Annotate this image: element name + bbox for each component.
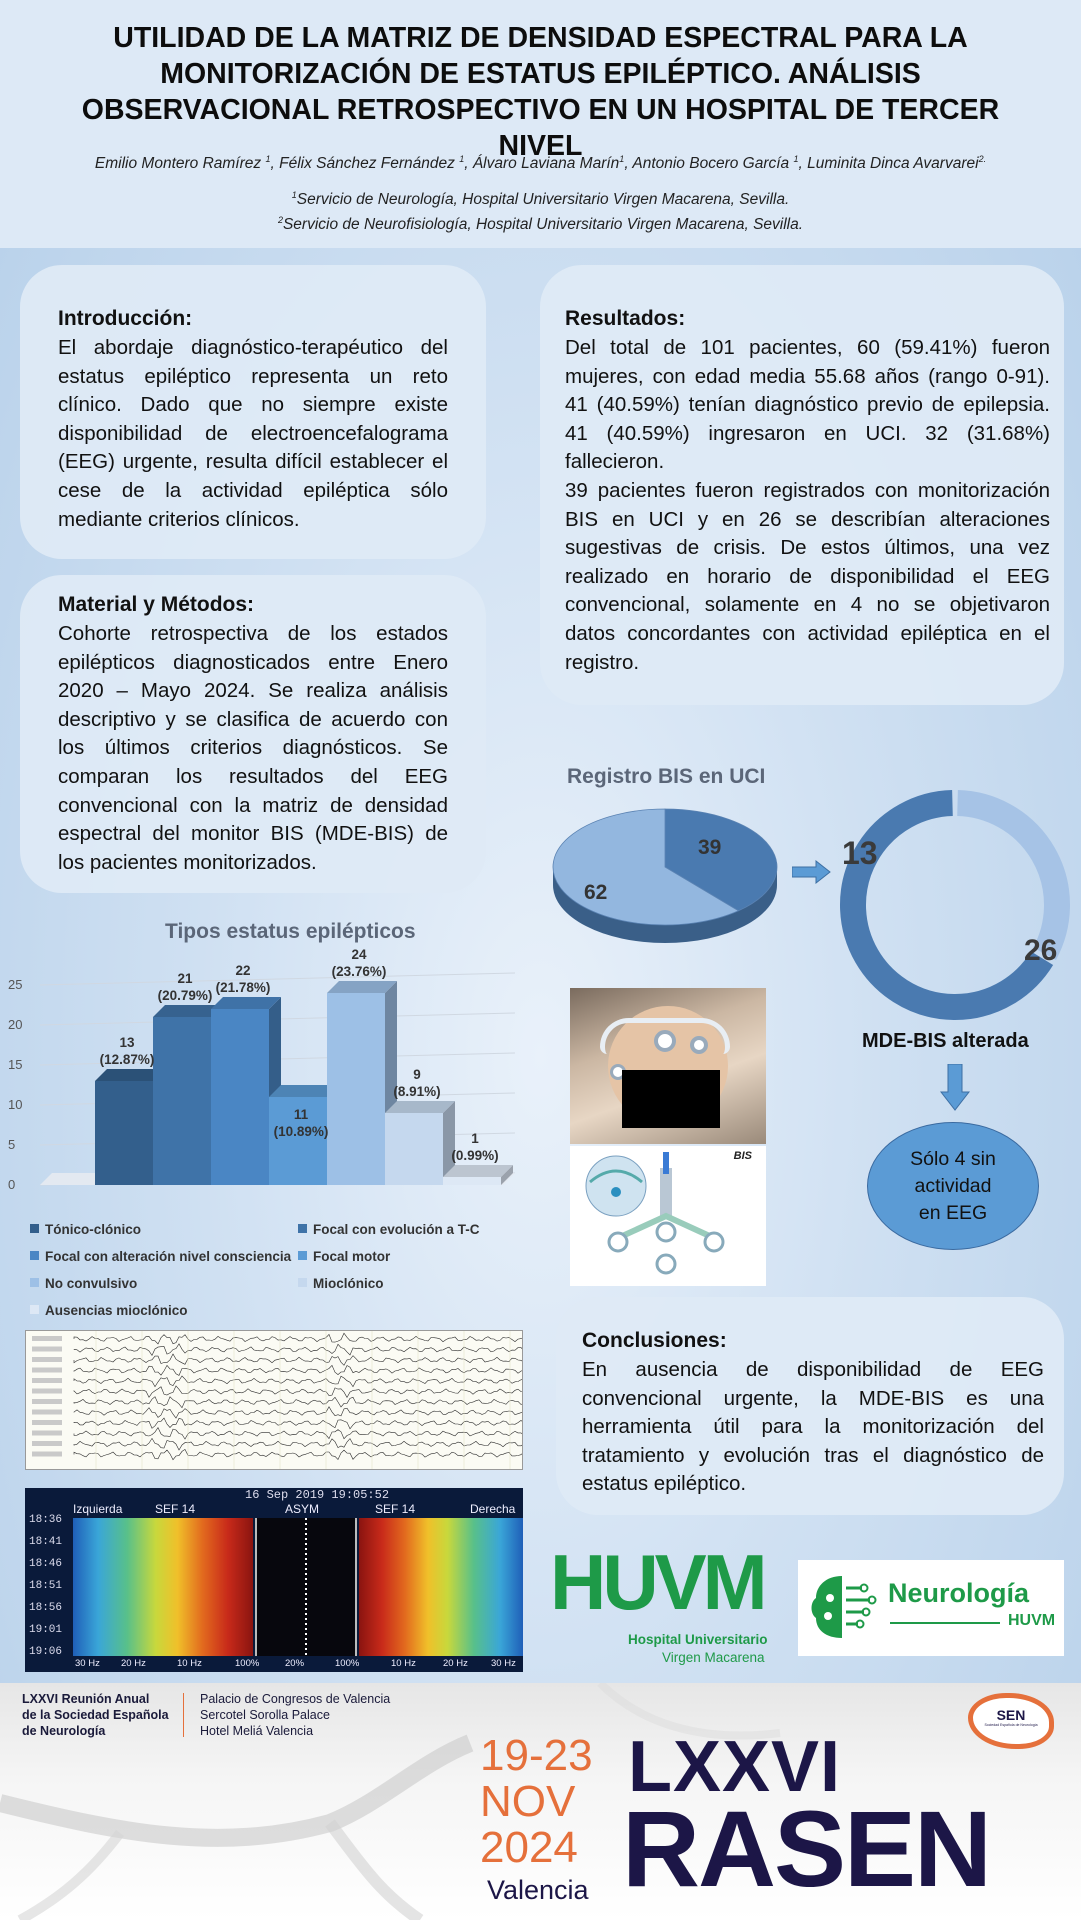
congress-city: Valencia (487, 1875, 589, 1905)
author: Álvaro Laviana Marín$^1$, (472, 154, 633, 173)
results-heading: Resultados: (565, 307, 686, 330)
dsa-asym: ASYM (285, 1502, 320, 1516)
author-list (10, 154, 1071, 173)
huvm-logo-line2: Virgen Macarena (662, 1650, 765, 1665)
eeg-channel-label (32, 1336, 62, 1341)
affiliation: $^2$Servicio de Neurofisiología, Hospital Universitario Virgen Macarena, Sevilla. (277, 215, 804, 234)
eeg-channel (74, 1407, 523, 1418)
donut-label-13: 13 (842, 835, 878, 871)
neurologia-logo-sub: HUVM (1008, 1612, 1056, 1629)
eeg-channel (74, 1449, 523, 1459)
eeg-channel (74, 1354, 523, 1365)
status-types-bar-chart (0, 940, 540, 1200)
bar-value-label: 11 (293, 1107, 309, 1122)
dsa-axis-tick: 20 Hz (121, 1658, 146, 1669)
venue-line: Palacio de Congresos de Valencia (200, 1692, 391, 1706)
neurologia-logo-rule (890, 1622, 1000, 1624)
brain-circuit-icon (804, 1568, 884, 1648)
venue-line: Sercotel Sorolla Palace (200, 1708, 330, 1722)
bis-diagram-drawing (570, 1146, 766, 1286)
title-line: UTILIDAD DE LA MATRIZ DE DENSIDAD ESPECTRAL PARA LA (113, 22, 968, 54)
y-tick-label: 10 (8, 1097, 23, 1112)
legend-item: Focal con alteración nivel consciencia (30, 1249, 291, 1264)
results-text-1: Del total de 101 pacientes, 60 (59.41%) fueron mujeres, con edad media 55.68 años (rango 0-91). 41 (40.59%) tenían diagnóstico previo de epilepsia. 41 (40.59%) ingresaron en UCI. 32 (31.68%) fallecieron. (565, 336, 1050, 474)
methods-heading: Material y Métodos: (58, 593, 255, 616)
sen-logo-text: SEN (996, 1707, 1026, 1723)
bar (211, 1009, 269, 1185)
dsa-axis-tick: 20% (285, 1658, 305, 1669)
dsa-axis-tick: 10 Hz (391, 1658, 416, 1669)
intro-heading: Introducción: (58, 307, 193, 330)
date-line: NOV (480, 1777, 576, 1826)
venue-list (200, 1691, 390, 1739)
methods-text: Cohorte retrospectiva de los estados epilépticos diagnosticados entre Enero 2020 – Mayo 2024. Se realiza análisis descriptivo y se clasifica de acuerdo con los últimos criterios diagnósticos. Se comparan los resultados del EEG convencional con la matriz de densidad espectral del monitor BIS (MDE-BIS) de los pacientes monitorizados. (58, 622, 448, 874)
neurologia-logo-text: Neurología (888, 1578, 1030, 1608)
meeting-line: de Neurología (22, 1724, 106, 1738)
legend-item: Focal motor (298, 1249, 390, 1264)
anonymization-box (622, 1070, 720, 1128)
bar (443, 1177, 501, 1185)
sensor-node (654, 1030, 676, 1052)
bar-value-label: 21 (177, 971, 193, 986)
eeg-channel-label (32, 1389, 62, 1394)
bar-value-label: 1 (471, 1131, 479, 1146)
dsa-time-tick: 19:06 (29, 1646, 63, 1658)
eeg-channel-label (32, 1431, 62, 1436)
legend-item: Ausencias mioclónico (30, 1303, 188, 1318)
dsa-axis-tick: 30 Hz (491, 1658, 516, 1669)
eeg-channel-label (32, 1441, 62, 1446)
venue-line: Hotel Meliá Valencia (200, 1724, 314, 1738)
legend-item: Tónico-clónico (30, 1222, 141, 1237)
asym-center-line (305, 1518, 307, 1656)
results-text-2: 39 pacientes fueron registrados con monitorización BIS en UCI y en 26 se describían alteraciones sugestivas de crisis. De estos últimos, una vez realizado en horario de disponibilidad el EEG convencional, solamente en 4 no se objetivaron datos concordantes con actividad epiléptica en el registro. (565, 478, 1050, 674)
huvm-logo-mark: HUVM (550, 1538, 764, 1626)
eeg-channel-label (32, 1452, 62, 1457)
dsa-right-spectrogram (359, 1518, 523, 1656)
eeg-channel (74, 1438, 523, 1450)
footer-divider (183, 1693, 184, 1737)
y-tick-label: 15 (8, 1057, 23, 1072)
y-tick-label: 25 (8, 977, 23, 992)
dsa-time-tick: 18:41 (29, 1536, 63, 1548)
dsa-sef-left: SEF 14 (155, 1502, 196, 1516)
eeg-channel-label (32, 1347, 62, 1352)
arrow-right-icon (792, 860, 832, 884)
dsa-sef-right: SEF 14 (375, 1502, 416, 1516)
pie-label-62: 62 (584, 881, 608, 904)
congress-big-numeral: LXXVI (628, 1727, 842, 1807)
bar-percent-label: (10.89%) (273, 1124, 329, 1139)
oval-line: Sólo 4 sin (910, 1148, 996, 1170)
y-tick-label: 20 (8, 1017, 23, 1032)
eeg-channel-label (32, 1410, 62, 1415)
bar-chart-legend (30, 1222, 520, 1332)
legend-item: Focal con evolución a T-C (298, 1222, 480, 1237)
bis-pie-chart (550, 805, 790, 955)
huvm-logo (550, 1538, 780, 1672)
y-tick-label: 0 (8, 1177, 16, 1192)
mde-bis-donut-chart (830, 780, 1080, 1030)
eeg-channel-label (32, 1368, 62, 1373)
eeg-channel (74, 1428, 523, 1440)
bar-top (211, 997, 281, 1009)
eeg-channel (74, 1376, 523, 1387)
meeting-name (22, 1691, 169, 1739)
sen-logo-sub: Sociedad Española de Neurología (984, 1723, 1038, 1727)
bar-value-label: 9 (413, 1067, 421, 1082)
congress-big-name: RASEN (622, 1788, 991, 1909)
pie-label-39: 39 (698, 836, 722, 859)
bis-sensor-diagram (570, 1146, 766, 1286)
dsa-axis-tick: 20 Hz (443, 1658, 468, 1669)
affiliation: $^1$Servicio de Neurología, Hospital Universitario Virgen Macarena, Sevilla. (291, 190, 790, 209)
eeg-waveforms (26, 1331, 523, 1470)
intro-text: El abordaje diagnóstico-terapéutico del estatus epiléptico representa un reto clínico. Dado que no siempre existe disponibilidad de electroencefalograma (EEG) urgente, resulta difícil establecer el cese de la actividad epiléptica sólo mediante criterios clínicos. (58, 336, 448, 531)
author: Emilio Montero Ramírez $^1$, (94, 154, 280, 173)
title-line: OBSERVACIONAL RETROSPECTIVO EN UN HOSPITAL DE TERCER NIVEL (81, 94, 1000, 162)
methods-card (20, 575, 486, 893)
eeg-trace (25, 1330, 523, 1470)
dsa-header-left: Izquierda (73, 1502, 123, 1516)
dsa-timestamp: 16 Sep 2019 19:05:52 (245, 1488, 390, 1502)
bar-top (327, 981, 397, 993)
eeg-channel-label (32, 1357, 62, 1362)
bar (385, 1113, 443, 1185)
huvm-logo-line1: Hospital Universitario (628, 1632, 768, 1647)
dsa-axis-tick: 100% (335, 1658, 360, 1669)
bar-value-label: 22 (235, 963, 251, 978)
eeg-channel (74, 1397, 523, 1408)
bis-logo: BIS (733, 1150, 752, 1162)
bar-value-label: 13 (119, 1035, 135, 1050)
dsa-time-tick: 18:56 (29, 1602, 63, 1614)
conclusions-card (556, 1297, 1064, 1515)
dsa-time-tick: 19:01 (29, 1624, 63, 1636)
pie-chart-title: Registro BIS en UCI (567, 765, 766, 788)
eeg-channel (74, 1344, 523, 1356)
sensor-node (690, 1036, 708, 1054)
eeg-channel (74, 1365, 523, 1375)
poster-title (40, 20, 1041, 164)
dsa-time-tick: 18:51 (29, 1580, 63, 1592)
meeting-line: LXXVI Reunión Anual (22, 1692, 150, 1706)
intro-card (20, 265, 486, 559)
dsa-axis-tick: 100% (235, 1658, 260, 1669)
arrow-down-icon (940, 1064, 970, 1112)
neurologia-logo (798, 1560, 1064, 1656)
date-line: 19-23 (480, 1731, 593, 1780)
bar-percent-label: (0.99%) (451, 1148, 499, 1163)
dsa-header-right: Derecha (470, 1502, 516, 1516)
results-card (540, 265, 1064, 705)
dsa-axis-tick: 10 Hz (177, 1658, 202, 1669)
donut-title: MDE-BIS alterada (862, 1030, 1029, 1052)
donut-segment (958, 803, 1057, 954)
congress-dates (480, 1733, 593, 1871)
congress-footer (0, 1683, 1081, 1920)
bar-value-label: 24 (351, 947, 367, 962)
conclusions-text: En ausencia de disponibilidad de EEG convencional urgente, la MDE-BIS es una herramienta útil para la monitorización del tratamiento y evolución tras el diagnóstico de estatus epiléptico. (582, 1358, 1044, 1496)
eeg-channel-label (32, 1399, 62, 1404)
bar (327, 993, 385, 1185)
dsa-matrix (25, 1488, 523, 1672)
y-tick-label: 5 (8, 1137, 16, 1152)
date-line: 2024 (480, 1823, 578, 1872)
author: Antonio Bocero García $^1$, (632, 154, 808, 173)
legend-item: No convulsivo (30, 1276, 137, 1291)
eeg-channel (74, 1333, 523, 1344)
patient-photo (570, 988, 766, 1144)
bar-percent-label: (12.87%) (99, 1052, 155, 1067)
eeg-channel (74, 1418, 523, 1429)
eeg-channel (74, 1386, 523, 1398)
eeg-channel-label (32, 1420, 62, 1425)
dsa-asym-panel (255, 1518, 357, 1656)
dsa-frequency-axis (73, 1658, 523, 1672)
conclusions-heading: Conclusiones: (582, 1329, 727, 1352)
donut-label-26: 26 (1024, 934, 1058, 967)
author: Luminita Dinca Avarvarei$^{2.}$ (807, 154, 987, 173)
bar-percent-label: (20.79%) (157, 988, 213, 1003)
gridline (40, 973, 515, 985)
bar-top (443, 1165, 513, 1177)
bar-chart-title: Tipos estatus epilépticos (165, 920, 416, 943)
result-oval (867, 1122, 1039, 1250)
bar-percent-label: (21.78%) (215, 980, 271, 995)
bar (153, 1017, 211, 1185)
dsa-time-tick: 18:46 (29, 1558, 63, 1570)
dsa-axis-tick: 30 Hz (75, 1658, 100, 1669)
title-line: MONITORIZACIÓN DE ESTATUS EPILÉPTICO. ANÁLISIS (160, 58, 921, 90)
meeting-line: de la Sociedad Española (22, 1708, 169, 1722)
eeg-channel-label (32, 1378, 62, 1383)
bar-top (385, 1101, 455, 1113)
dsa-time-axis (25, 1514, 71, 1664)
dsa-time-tick: 18:36 (29, 1514, 63, 1526)
oval-line: actividad (914, 1175, 992, 1197)
legend-item: Mioclónico (298, 1276, 384, 1291)
author: Félix Sánchez Fernández $^1$, (279, 154, 473, 173)
bar-percent-label: (8.91%) (393, 1084, 441, 1099)
dsa-left-spectrogram (73, 1518, 253, 1656)
bar-percent-label: (23.76%) (331, 964, 387, 979)
oval-line: en EEG (918, 1202, 988, 1224)
bar (95, 1081, 153, 1185)
